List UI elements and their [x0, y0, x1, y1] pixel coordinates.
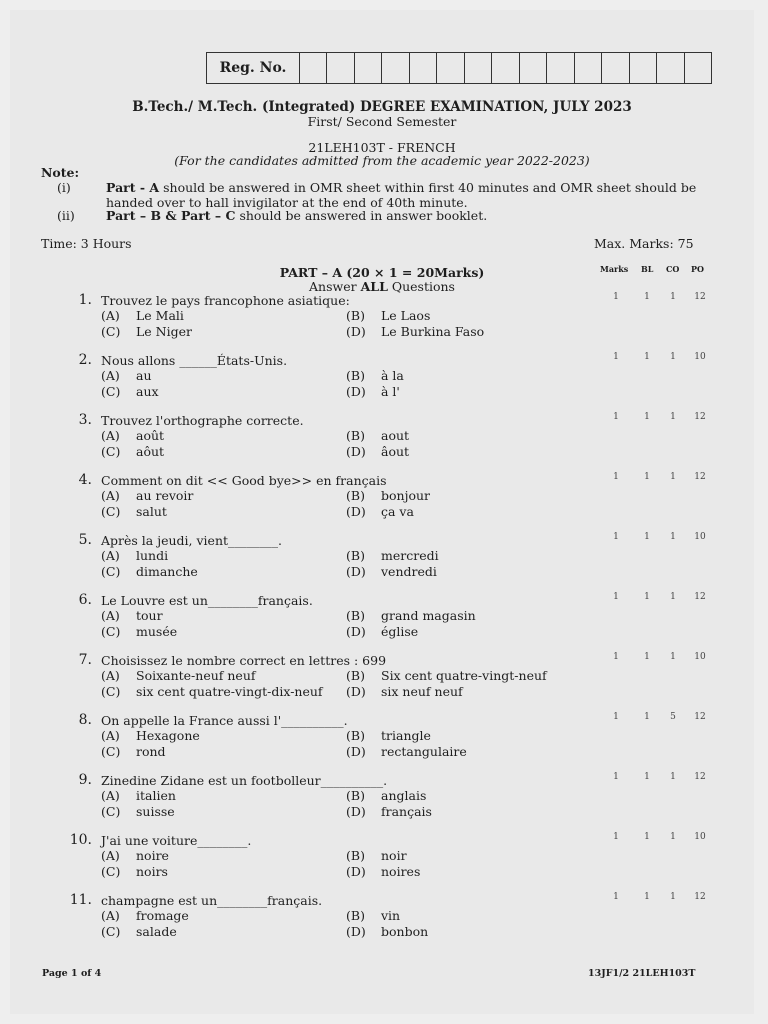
option-text: noirs: [136, 864, 168, 879]
option-letter: (A): [101, 548, 120, 563]
question-meta: 1: [670, 352, 676, 362]
question-number: 2.: [78, 352, 92, 368]
question-meta: 1: [670, 592, 676, 602]
max-marks-label: Max. Marks: 75: [594, 236, 694, 251]
option-letter: (B): [346, 428, 365, 443]
option-letter: (A): [101, 488, 120, 503]
question-2: [10, 352, 754, 412]
question-number: 1.: [78, 292, 92, 308]
option-text: vendredi: [381, 564, 437, 579]
note-text: Part – B & Part – C should be answered in answer booklet.: [106, 208, 488, 223]
note-num: (i): [57, 180, 71, 195]
option-text: triangle: [381, 728, 431, 743]
option-letter: (B): [346, 368, 365, 383]
option-letter: (B): [346, 668, 365, 683]
question-8: [10, 712, 754, 772]
option-text: août: [136, 428, 165, 443]
option-letter: (C): [101, 744, 121, 759]
option-text: Hexagone: [136, 728, 200, 743]
option-letter: (C): [101, 504, 121, 519]
option-text: au: [136, 368, 152, 383]
part-a-heading: PART – A (20 × 1 = 20Marks): [279, 265, 485, 280]
option-letter: (D): [346, 624, 366, 639]
option-text: rectangulaire: [381, 744, 467, 759]
question-meta: 1: [613, 472, 619, 482]
option-letter: (C): [101, 444, 121, 459]
option-text: rond: [136, 744, 166, 759]
note-title: Note:: [41, 165, 80, 180]
option-text: anglais: [381, 788, 427, 803]
question-5: [10, 532, 754, 592]
option-letter: (C): [101, 624, 121, 639]
option-text: tour: [136, 608, 163, 623]
question-number: 4.: [78, 472, 92, 488]
question-meta: 12: [694, 712, 706, 722]
question-meta: 1: [644, 472, 650, 482]
option-text: six cent quatre-vingt-dix-neuf: [136, 684, 323, 699]
exam-page: [10, 10, 754, 1014]
option-letter: (D): [346, 324, 366, 339]
col-co: CO: [666, 264, 680, 274]
question-meta: 1: [644, 772, 650, 782]
option-letter: (D): [346, 924, 366, 939]
question-meta: 12: [694, 472, 706, 482]
option-letter: (B): [346, 488, 365, 503]
option-text: noires: [381, 864, 421, 879]
question-meta: 1: [644, 652, 650, 662]
option-letter: (C): [101, 324, 121, 339]
col-marks: Marks: [600, 264, 629, 274]
col-bl: BL: [641, 264, 654, 274]
option-letter: (B): [346, 728, 365, 743]
note-num: (ii): [57, 208, 75, 223]
option-text: Le Laos: [381, 308, 431, 323]
question-meta: 1: [670, 532, 676, 542]
question-text: Zinedine Zidane est un footbolleur__________.: [101, 773, 388, 788]
question-meta: 12: [694, 592, 706, 602]
time-label: Time: 3 Hours: [41, 236, 132, 251]
question-meta: 1: [613, 352, 619, 362]
question-meta: 1: [670, 412, 676, 422]
option-letter: (D): [346, 864, 366, 879]
option-letter: (B): [346, 908, 365, 923]
option-letter: (A): [101, 848, 120, 863]
question-meta: 12: [694, 292, 706, 302]
option-letter: (C): [101, 684, 121, 699]
question-text: Après la jeudi, vient________.: [101, 533, 282, 548]
question-meta: 1: [613, 652, 619, 662]
question-text: Le Louvre est un________français.: [101, 593, 313, 608]
course-code: 21LEH103T - FRENCH: [308, 140, 456, 155]
option-text: suisse: [136, 804, 175, 819]
question-meta: 1: [613, 892, 619, 902]
option-text: aux: [136, 384, 159, 399]
question-meta: 1: [644, 892, 650, 902]
option-text: Soixante-neuf neuf: [136, 668, 256, 683]
option-letter: (C): [101, 804, 121, 819]
question-text: Choisissez le nombre correct en lettres : 699: [101, 653, 387, 668]
option-text: bonjour: [381, 488, 431, 503]
question-number: 9.: [78, 772, 92, 788]
option-text: âout: [381, 444, 410, 459]
option-text: musée: [136, 624, 178, 639]
question-meta: 1: [670, 892, 676, 902]
option-letter: (A): [101, 428, 120, 443]
question-text: champagne est un________français.: [101, 893, 323, 908]
question-meta: 1: [644, 592, 650, 602]
question-meta: 1: [613, 292, 619, 302]
option-letter: (C): [101, 384, 121, 399]
option-text: noire: [136, 848, 169, 863]
question-meta: 1: [644, 712, 650, 722]
option-letter: (A): [101, 308, 120, 323]
question-number: 7.: [78, 652, 92, 668]
option-text: salut: [136, 504, 167, 519]
question-meta: 1: [613, 592, 619, 602]
question-1: [10, 292, 754, 352]
question-number: 8.: [78, 712, 92, 728]
option-text: grand magasin: [381, 608, 476, 623]
question-meta: 10: [694, 832, 706, 842]
question-text: Trouvez l'orthographe correcte.: [101, 413, 304, 428]
option-letter: (C): [101, 564, 121, 579]
option-letter: (B): [346, 548, 365, 563]
option-text: Six cent quatre-vingt-neuf: [381, 668, 547, 683]
exam-title: B.Tech./ M.Tech. (Integrated) DEGREE EXAMINATION, JULY 2023: [132, 99, 632, 115]
note-text: Part - A should be answered in OMR sheet within first 40 minutes and OMR sheet should be handed over to hall invigilator at the end of 40th minute.: [106, 180, 697, 210]
option-text: noir: [381, 848, 407, 863]
question-meta: 1: [613, 532, 619, 542]
question-number: 5.: [78, 532, 92, 548]
question-text: Nous allons ______États-Unis.: [101, 353, 288, 368]
question-6: [10, 592, 754, 652]
option-text: bonbon: [381, 924, 429, 939]
option-letter: (D): [346, 684, 366, 699]
option-letter: (D): [346, 504, 366, 519]
question-meta: 1: [613, 712, 619, 722]
option-letter: (B): [346, 848, 365, 863]
option-letter: (B): [346, 308, 365, 323]
question-number: 3.: [78, 412, 92, 428]
option-text: église: [381, 624, 419, 639]
option-text: vin: [381, 908, 401, 923]
question-meta: 10: [694, 352, 706, 362]
question-number: 10.: [69, 832, 92, 848]
option-letter: (D): [346, 744, 366, 759]
option-text: mercredi: [381, 548, 439, 563]
option-text: à la: [381, 368, 404, 383]
question-meta: 10: [694, 652, 706, 662]
option-text: ça va: [381, 504, 414, 519]
question-meta: 10: [694, 532, 706, 542]
question-meta: 1: [644, 412, 650, 422]
option-letter: (B): [346, 608, 365, 623]
question-meta: 1: [670, 292, 676, 302]
question-11: [10, 892, 754, 952]
question-7: [10, 652, 754, 712]
option-letter: (B): [346, 788, 365, 803]
option-letter: (A): [101, 728, 120, 743]
admitted-note: (For the candidates admitted from the academic year 2022-2023): [174, 153, 590, 168]
question-meta: 1: [644, 532, 650, 542]
option-text: Le Burkina Faso: [381, 324, 485, 339]
reg-no-box: [206, 52, 712, 84]
option-letter: (D): [346, 444, 366, 459]
option-text: salade: [136, 924, 177, 939]
answer-all-instruction: Answer ALL Questions: [309, 279, 455, 294]
option-text: Le Niger: [136, 324, 192, 339]
option-letter: (D): [346, 804, 366, 819]
question-9: [10, 772, 754, 832]
page-number: Page 1 of 4: [42, 968, 102, 979]
question-meta: 12: [694, 772, 706, 782]
question-meta: 1: [644, 352, 650, 362]
question-number: 11.: [69, 892, 92, 908]
question-number: 6.: [78, 592, 92, 608]
reg-no-label: Reg. No.: [207, 53, 300, 83]
option-letter: (D): [346, 564, 366, 579]
option-text: dimanche: [136, 564, 198, 579]
question-meta: 1: [670, 652, 676, 662]
question-meta: 1: [670, 832, 676, 842]
option-text: six neuf neuf: [381, 684, 463, 699]
option-letter: (A): [101, 788, 120, 803]
option-text: italien: [136, 788, 176, 803]
question-3: [10, 412, 754, 472]
question-meta: 12: [694, 412, 706, 422]
option-text: fromage: [136, 908, 189, 923]
question-text: Comment on dit << Good bye>> en français: [101, 473, 387, 488]
question-meta: 1: [670, 472, 676, 482]
paper-code: 13JF1/2 21LEH103T: [588, 968, 696, 979]
option-text: lundi: [136, 548, 169, 563]
semester: First/ Second Semester: [307, 114, 457, 129]
option-letter: (A): [101, 608, 120, 623]
option-text: français: [381, 804, 432, 819]
option-letter: (A): [101, 368, 120, 383]
question-meta: 1: [613, 772, 619, 782]
question-meta: 1: [644, 832, 650, 842]
question-meta: 1: [670, 772, 676, 782]
question-10: [10, 832, 754, 892]
question-meta: 1: [644, 292, 650, 302]
option-letter: (C): [101, 864, 121, 879]
option-letter: (A): [101, 668, 120, 683]
question-meta: 5: [670, 712, 676, 722]
question-meta: 1: [613, 412, 619, 422]
option-text: aôut: [136, 444, 165, 459]
option-text: aout: [381, 428, 410, 443]
question-text: On appelle la France aussi l'__________.: [101, 713, 348, 728]
option-text: à l': [381, 384, 400, 399]
option-letter: (A): [101, 908, 120, 923]
question-text: J'ai une voiture________.: [101, 833, 252, 848]
option-letter: (C): [101, 924, 121, 939]
option-letter: (D): [346, 384, 366, 399]
question-meta: 1: [613, 832, 619, 842]
question-text: Trouvez le pays francophone asiatique:: [101, 293, 350, 308]
question-meta: 12: [694, 892, 706, 902]
option-text: au revoir: [136, 488, 194, 503]
option-text: Le Mali: [136, 308, 184, 323]
question-4: [10, 472, 754, 532]
col-po: PO: [691, 264, 704, 274]
